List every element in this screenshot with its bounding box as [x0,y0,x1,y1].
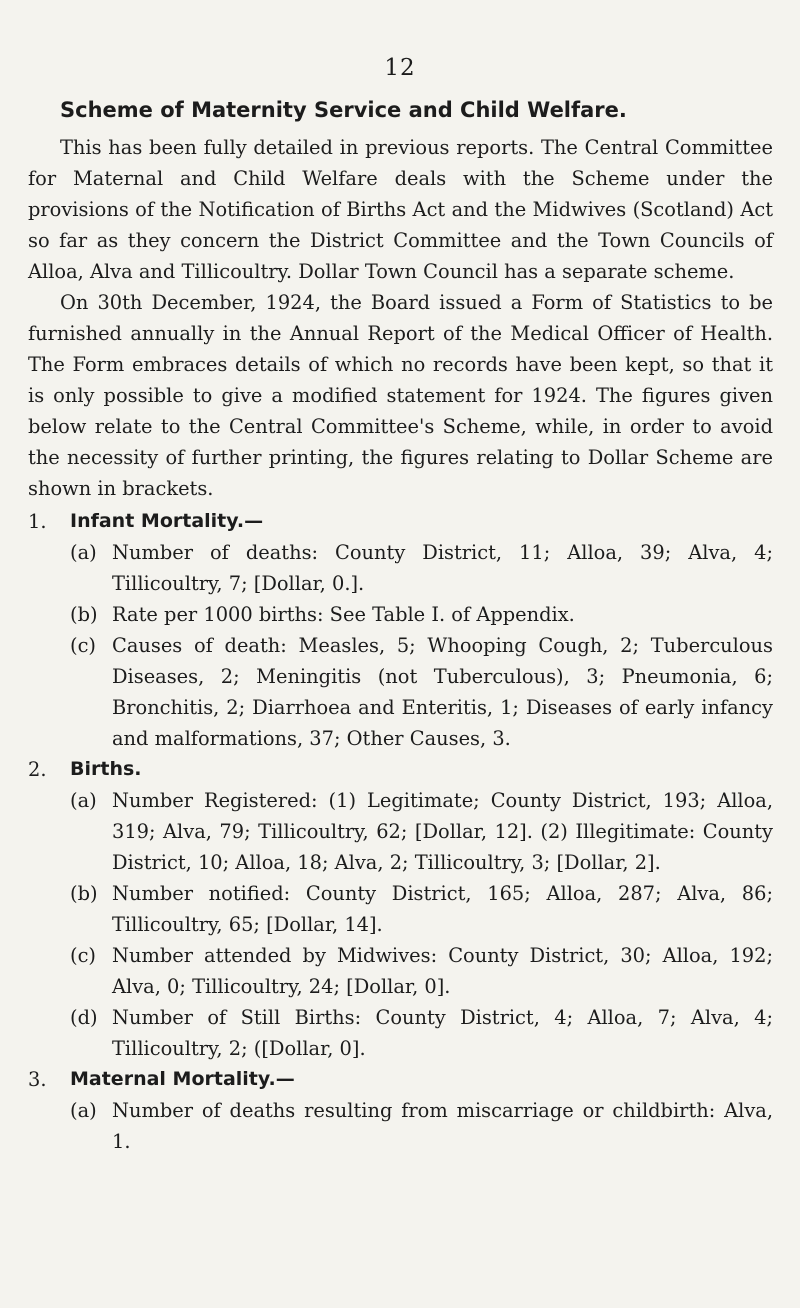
intro-text [28,132,773,504]
item-label: (b) [70,882,98,905]
list-item [70,630,773,754]
item-text: Number of deaths: County District, 11; Alloa, 39; Alva, 4; Tillicoultry, 7; [Dollar, 0.]. [112,541,773,595]
list-item [70,1002,773,1064]
section-title: Births. [70,758,142,780]
section-title: Maternal Mortality.— [70,1068,295,1090]
list-item [70,537,773,599]
item-label: (c) [70,634,96,657]
intro-paragraph: On 30th December, 1924, the Board issued a Form of Statistics to be furnished annually in the Annual Report of the Medical Officer of Health. The Form embraces details of which no records have been kept, so that it is only possible to give a modified statement for 1924. The figures given below relate to the Central Committee's Scheme, while, in order to avoid the necessity of further printing, the figures relating to Dollar Scheme are shown in brackets. [28,291,773,500]
item-label: (b) [70,603,98,626]
section-number: 3. [28,1068,47,1091]
section-number: 2. [28,758,47,781]
item-label: (a) [70,541,97,564]
item-text: Number of deaths resulting from miscarriage or childbirth: Alva, 1. [112,1099,773,1153]
item-label: (c) [70,944,96,967]
list-item [70,878,773,940]
section-number: 1. [28,510,47,533]
intro-paragraph: This has been fully detailed in previous reports. The Central Committee for Maternal and Child Welfare deals with the Scheme under the provisions of the Notification of Births Act and the Midwives (Scotland) Act so far as they concern the District Committee and the Town Councils of Alloa, Alva and Tillicoultry. Dollar Town Council has a separate scheme. [28,136,773,283]
item-text: Causes of death: Measles, 5; Whooping Cough, 2; Tuberculous Diseases, 2; Meningitis (not Tuberculous), 3; Pneumonia, 6; Bronchitis, 2; Diarrhoea and Enteritis, 1; Diseases of early infancy and malformations, 37; Other Causes, 3. [112,634,773,750]
section-title: Infant Mortality.— [70,510,264,532]
section-maternal-mortality [28,1064,773,1157]
section-heading: Scheme of Maternity Service and Child Welfare. [60,98,627,122]
list-item [70,1095,773,1157]
section-infant-mortality [28,506,773,754]
item-label: (a) [70,789,97,812]
item-text: Number of Still Births: County District, 4; Alloa, 7; Alva, 4; Tillicoultry, 2; ([Dollar, 0]. [112,1006,773,1060]
section-births [28,754,773,1064]
item-text: Number notified: County District, 165; Alloa, 287; Alva, 86; Tillicoultry, 65; [Dollar, 14]. [112,882,773,936]
list-item [70,785,773,878]
numbered-sections [28,506,773,1157]
list-item [70,599,773,630]
list-item [70,940,773,1002]
page-number: 12 [384,55,416,81]
item-text: Rate per 1000 births: See Table I. of Appendix. [112,603,575,626]
item-text: Number attended by Midwives: County District, 30; Alloa, 192; Alva, 0; Tillicoultry, 24; [Dollar, 0]. [112,944,773,998]
item-label: (a) [70,1099,97,1122]
item-label: (d) [70,1006,98,1029]
item-text: Number Registered: (1) Legitimate; County District, 193; Alloa, 319; Alva, 79; Tillicoultry, 62; [Dollar, 12]. (2) Illegitimate: County District, 10; Alloa, 18; Alva, 2; Tillicoultry, 3; [Dollar, 2]. [112,789,773,874]
